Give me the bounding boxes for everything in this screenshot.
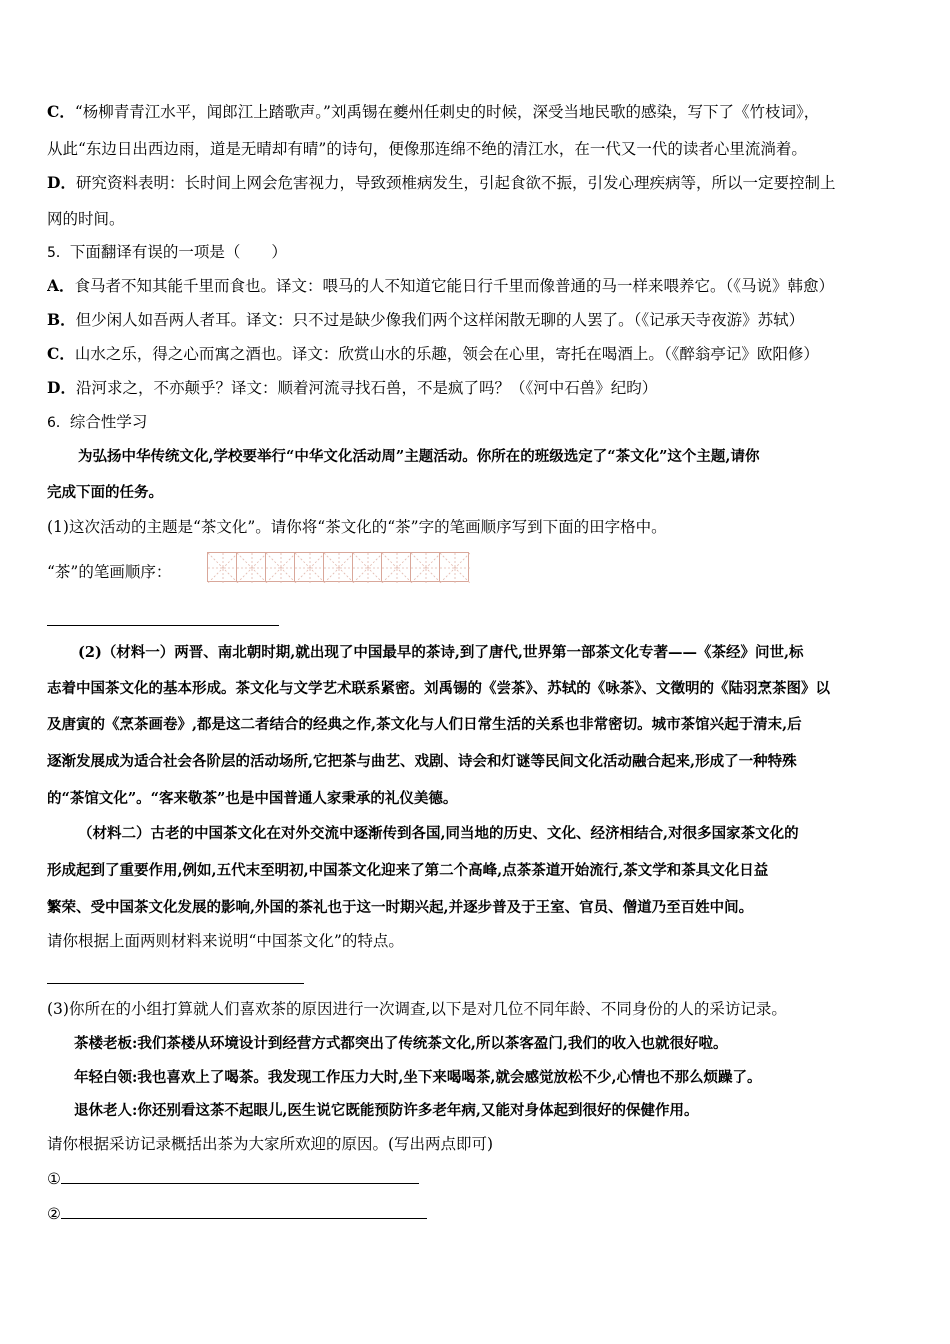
- grid-cell[interactable]: [236, 552, 266, 582]
- part2-question: 请你根据上面两则材料来说明“中国茶文化”的特点。: [47, 932, 404, 950]
- answer-row-1: [47, 1167, 910, 1190]
- part-label: (2): [78, 644, 102, 661]
- material1-line3: 及唐寅的《烹茶画卷》,都是这二者结合的经典之作,茶文化与人们日常生活的关系也非常密切。城市茶馆兴起于清末,后: [47, 716, 802, 733]
- q4-option-c-line2: 从此“东边日出西边雨，道是无晴却有晴”的诗句，便像那连绵不绝的清江水，在一代又一代的读者心里流淌着。: [47, 140, 807, 158]
- question-title: 综合性学习: [69, 413, 148, 431]
- tian-grid: [208, 552, 469, 582]
- q4-option-d-line1: [47, 172, 910, 194]
- option-text: 但少闲人如吾两人者耳。译文：只不过是缺少像我们两个这样闲散无聊的人罢了。（《记承天寺夜游》苏轼）: [75, 311, 805, 329]
- q5-option-d: [47, 377, 910, 399]
- option-label: C．: [47, 102, 75, 121]
- q6-title: [47, 411, 910, 434]
- answer-line: [47, 625, 279, 626]
- option-text: “杨柳青青江水平，闻郎江上踏歌声。”刘禹锡在夔州任刺史的时候，深受当地民歌的感染，写下了《竹枝词》，: [74, 103, 820, 121]
- answer-mark: ②: [47, 1205, 61, 1223]
- grid-cell[interactable]: [381, 552, 411, 582]
- option-text: 研究资料表明：长时间上网会危害视力，导致颈椎病发生，引起食欲不振，引发心理疾病等，所以一定要控制上: [75, 174, 836, 192]
- q5-stem: [47, 241, 910, 264]
- part3-intro: (3)你所在的小组打算就人们喜欢茶的原因进行一次调查,以下是对几位不同年龄、不同身份的人的采访记录。: [47, 1000, 787, 1018]
- material1-line5: 的“茶馆文化”。“客来敬茶”也是中国普通人家秉承的礼仪美德。: [47, 790, 458, 807]
- question-stem: 下面翻译有误的一项是（ ）: [69, 243, 287, 261]
- q6-intro-line2: 完成下面的任务。: [47, 484, 163, 501]
- option-text: 山水之乐，得之心而寓之酒也。译文：欣赏山水的乐趣，领会在心里，寄托在喝酒上。（《醉翁亭记》欧阳修）: [74, 345, 819, 363]
- material2-line2: 形成起到了重要作用,例如,五代末至明初,中国茶文化迎来了第二个高峰,点茶茶道开始流行,茶文学和茶具文化日益: [47, 862, 769, 879]
- q6-intro-line1: 为弘扬中华传统文化,学校要举行“中华文化活动周”主题活动。你所在的班级选定了“茶文化”这个主题,请你: [78, 448, 760, 465]
- material1-line4: 逐渐发展成为适合社会各阶层的活动场所,它把茶与曲艺、戏剧、诗会和灯谜等民间文化活动融合起来,形成了一种特殊: [47, 753, 797, 770]
- option-text: 食马者不知其能千里而食也。译文：喂马的人不知道它能日行千里而像普通的马一样来喂养它。（《马说》韩愈）: [74, 277, 835, 295]
- answer-line: [47, 983, 304, 984]
- q5-option-b: [47, 309, 910, 331]
- grid-cell[interactable]: [294, 552, 324, 582]
- option-label: D．: [47, 378, 76, 397]
- option-text: 沿河求之，不亦颠乎？译文：顺着河流寻找石兽，不是疯了吗？（《河中石兽》纪昀）: [75, 379, 658, 397]
- question-number: 6．: [47, 415, 70, 431]
- answer-blank[interactable]: [61, 1167, 419, 1184]
- material1-line1: [78, 642, 910, 664]
- stroke-order-label: “茶”的笔画顺序：: [47, 563, 172, 581]
- option-label: D．: [47, 173, 76, 192]
- q5-option-a: [47, 275, 910, 297]
- interview-retiree: 退休老人:你还别看这茶不起眼儿,医生说它既能预防许多老年病,又能对身体起到很好的保健作用。: [74, 1102, 699, 1119]
- q4-option-c-line1: [47, 101, 910, 123]
- answer-mark: ①: [47, 1170, 61, 1188]
- interview-owner: 茶楼老板:我们茶楼从环境设计到经营方式都突出了传统茶文化,所以茶客盈门,我们的收入也就很好啦。: [74, 1035, 728, 1052]
- grid-cell[interactable]: [207, 552, 237, 582]
- q4-option-d-line2: 网的时间。: [47, 210, 125, 228]
- material2-line3: 繁荣、受中国茶文化发展的影响,外国的茶礼也于这一时期兴起,并逐步普及于王室、官员、僧道乃至百姓中间。: [47, 899, 754, 916]
- interview-white-collar: 年轻白领:我也喜欢上了喝茶。我发现工作压力大时,坐下来喝喝茶,就会感觉放松不少,心情也不那么烦躁了。: [74, 1069, 762, 1086]
- material1-line2: 志着中国茶文化的基本形成。茶文化与文学艺术联系紧密。刘禹锡的《尝茶》、苏轼的《咏茶》、文徵明的《陆羽烹茶图》以: [47, 680, 830, 697]
- option-label: C．: [47, 344, 75, 363]
- material2-line1: （材料二）古老的中国茶文化在对外交流中逐渐传到各国,同当地的历史、文化、经济相结合,对很多国家茶文化的: [78, 825, 799, 842]
- question-number: 5．: [47, 245, 70, 261]
- material-text: （材料一）两晋、南北朝时期,就出现了中国最早的茶诗,到了唐代,世界第一部茶文化专著——《茶经》问世,标: [101, 644, 804, 661]
- option-label: A．: [47, 276, 75, 295]
- answer-row-2: [47, 1202, 910, 1225]
- grid-cell[interactable]: [265, 552, 295, 582]
- part3-question: 请你根据采访记录概括出茶为大家所欢迎的原因。(写出两点即可): [47, 1135, 494, 1153]
- grid-cell[interactable]: [410, 552, 440, 582]
- grid-cell[interactable]: [323, 552, 353, 582]
- q6-part1: (1)这次活动的主题是“茶文化”。请你将“茶文化的“茶”字的笔画顺序写到下面的田字格中。: [47, 518, 667, 536]
- grid-cell[interactable]: [439, 552, 469, 582]
- grid-cell[interactable]: [352, 552, 382, 582]
- option-label: B．: [47, 310, 76, 329]
- q5-option-c: [47, 343, 910, 365]
- answer-blank[interactable]: [61, 1202, 427, 1219]
